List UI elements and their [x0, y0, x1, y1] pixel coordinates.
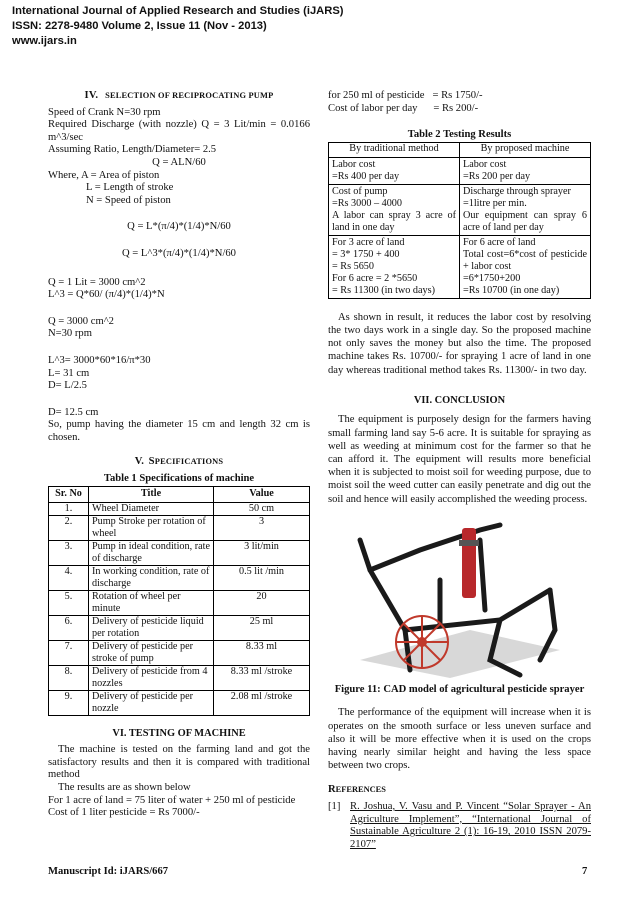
- cell-line: =Rs 10700 (in one day): [463, 284, 560, 296]
- sec6-results-intro: The results are as shown below: [58, 782, 191, 794]
- table-header-row: [49, 486, 310, 502]
- cell-line: Total cost=6*cost of pesticide + labor cost: [463, 248, 587, 272]
- table-row: [49, 640, 310, 665]
- sec6-line: For 1 acre of land = 75 liter of water + 250 ml of pesticide: [48, 794, 296, 806]
- title-cell: Pump Stroke per rotation of wheel: [89, 515, 214, 540]
- sprayer-illustration: [360, 525, 560, 678]
- title-cell: In working condition, rate of discharge: [89, 565, 214, 590]
- table1-body: [49, 502, 310, 715]
- cell-line: Labor cost: [463, 158, 507, 170]
- result-para: As shown in result, it reduces the labor cost by resolving the two days work in a single day. So the proposed machine not only saves the money but also the time. The proposed machine takes Rs. 10700/- for spraying 1 acre of land in one day whereas traditional method takes Rs. 11300/- in two day.: [328, 311, 591, 376]
- title-cell: Delivery of pesticide per nozzle: [89, 690, 214, 715]
- col-traditional: By traditional method: [329, 142, 460, 157]
- title-cell: Delivery of pesticide from 4 nozzles: [89, 665, 214, 690]
- proposed-cell: [460, 235, 591, 298]
- journal-header: [12, 4, 344, 49]
- figure-caption: Figure 11: CAD model of agricultural pesticide sprayer: [334, 683, 585, 695]
- performance-para: The performance of the equipment will increase when it is operates on the smooth surface or less uneven surface and also it will be more effective when it is used on the crops having nearly similar height and having the less space between two crops.: [328, 707, 591, 772]
- sec4-line: Assuming Ratio, Length/Diameter= 2.5: [48, 144, 217, 156]
- reference-text[interactable]: R. Joshua, V. Vasu and P. Vincent “Solar Sprayer - An Agriculture Implement”, “International Journal of Sustainable Agriculture 2 (1): 16-19, 2010 ISSN 2079-2107”: [350, 801, 591, 850]
- sr-no-cell: 2.: [49, 515, 89, 540]
- cell-line: =Rs 400 per day: [332, 170, 400, 182]
- sec4-line: Speed of Crank N=30 rpm: [48, 106, 161, 118]
- table-row: [329, 184, 591, 235]
- calc-line: L^3= 3000*60*16/π*30: [48, 354, 151, 366]
- value-cell: 0.5 lit /min: [214, 565, 310, 590]
- table-row: [49, 565, 310, 590]
- title-cell: Pump in ideal condition, rate of discharge: [89, 540, 214, 565]
- section-v-heading: V. SPECIFICATIONS: [134, 456, 224, 468]
- conclusion-para: The equipment is purposely design for the farmers having small farming land say 5-6 acre. It is suitable for spraying as well as weeding at minimum cost for the farmer so that he can afford it. The equipment will results more beneficial when it is subjected to moist soil for weeding purpose, due to moist soil the weed cutter can easily penetrate and dig out the soil and hence will easily accomplished the weeding process.: [328, 414, 591, 505]
- value-cell: 20: [214, 590, 310, 615]
- value-cell: 2.08 ml /stroke: [214, 690, 310, 715]
- ground-plane: [360, 630, 560, 678]
- sr-no-cell: 1.: [49, 502, 89, 515]
- cell-line: For 6 acre of land: [463, 236, 536, 248]
- equation: Q = L^3*(π/4)*(1/4)*N/60: [122, 247, 236, 259]
- cell-line: =1litre per min.: [463, 197, 527, 209]
- cad-sprayer-figure: [350, 510, 570, 680]
- where-line: N = Speed of piston: [86, 194, 171, 206]
- calc-line: Q = 1 Lit = 3000 cm^2: [48, 276, 146, 288]
- equation: Q = L*(π/4)*(1/4)*N/60: [127, 221, 231, 233]
- traditional-cell: [329, 235, 460, 298]
- sr-no-cell: 6.: [49, 615, 89, 640]
- col-sr-no: Sr. No: [49, 486, 89, 502]
- value-cell: 50 cm: [214, 502, 310, 515]
- table1-caption: Table 1 Specifications of machine: [103, 473, 255, 485]
- journal-title: International Journal of Applied Research and Studies (iJARS): [12, 5, 344, 17]
- cell-line: =6*1750+200: [463, 272, 521, 284]
- right-column: [328, 90, 591, 851]
- value-cell: 8.33 ml: [214, 640, 310, 665]
- cell-line: =Rs 3000 – 4000: [332, 197, 402, 209]
- title-cell: Delivery of pesticide liquid per rotation: [89, 615, 214, 640]
- journal-url[interactable]: www.ijars.in: [12, 35, 77, 47]
- page-number: 7: [582, 866, 588, 877]
- table2-body: [329, 157, 591, 298]
- cell-line: =Rs 200 per day: [463, 170, 531, 182]
- reference-item: [328, 801, 591, 851]
- value-cell: 8.33 ml /stroke: [214, 665, 310, 690]
- calc-line: L= 31 cm: [48, 367, 90, 379]
- traditional-cell: [329, 184, 460, 235]
- where-line: L = Length of stroke: [86, 182, 174, 194]
- table-row: [329, 235, 591, 298]
- sr-no-cell: 5.: [49, 590, 89, 615]
- table-row: [49, 665, 310, 690]
- value-cell: 3 lit/min: [214, 540, 310, 565]
- calc-line: D= 12.5 cm: [48, 406, 99, 418]
- table-row: [49, 615, 310, 640]
- cell-line: = Rs 11300 (in two days): [332, 284, 435, 296]
- cell-line: = Rs 5650: [332, 260, 374, 272]
- sec6-line: Cost of 1 liter pesticide = Rs 7000/-: [48, 807, 200, 819]
- table-row: [49, 515, 310, 540]
- cost-line: for 250 ml of pesticide = Rs 1750/-: [328, 90, 483, 101]
- cell-line: For 3 acre of land: [332, 236, 405, 248]
- proposed-cell: [460, 184, 591, 235]
- value-cell: 25 ml: [214, 615, 310, 640]
- col-proposed: By proposed machine: [460, 142, 591, 157]
- cell-line: Discharge through sprayer: [463, 185, 571, 197]
- sr-no-cell: 8.: [49, 665, 89, 690]
- col-title: Title: [89, 486, 214, 502]
- cell-line: Our equipment can spray 6 acre of land per day: [463, 209, 587, 233]
- cost-line: Cost of labor per day = Rs 200/-: [328, 102, 479, 114]
- left-column: [48, 90, 310, 820]
- calc-line: L^3 = Q*60/ (π/4)*(1/4)*N: [48, 289, 165, 301]
- cell-line: For 6 acre = 2 *5650: [332, 272, 418, 284]
- pesticide-tank: [462, 528, 476, 598]
- references-heading: REFERENCES: [328, 784, 386, 796]
- section-vi-heading: VI. TESTING OF MACHINE: [112, 727, 246, 739]
- cell-line: = 3* 1750 + 400: [332, 248, 400, 260]
- cell-line: Labor cost: [332, 158, 376, 170]
- sec4-line: Required Discharge (with nozzle) Q = 3 Lit/min = 0.0166 m^3/sec: [48, 119, 310, 143]
- sr-no-cell: 3.: [49, 540, 89, 565]
- calc-line: D= L/2.5: [48, 380, 87, 392]
- equation: Q = ALN/60: [152, 156, 206, 168]
- table-row: [49, 502, 310, 515]
- proposed-cell: [460, 157, 591, 184]
- specifications-table: [48, 486, 310, 716]
- wheel: [396, 616, 448, 668]
- calc-line: N=30 rpm: [48, 328, 92, 340]
- sr-no-cell: 4.: [49, 565, 89, 590]
- manuscript-id: Manuscript Id: iJARS/667: [48, 866, 169, 877]
- cell-line: A labor can spray 3 acre of land in one day: [332, 209, 456, 233]
- table2-caption: Table 2 Testing Results: [407, 129, 512, 141]
- traditional-cell: [329, 157, 460, 184]
- table-row: [49, 690, 310, 715]
- sec4-conclusion: So, pump having the diameter 15 cm and length 32 cm is chosen.: [48, 419, 310, 443]
- cell-line: Cost of pump: [332, 185, 388, 197]
- table-row: [329, 157, 591, 184]
- section-iv-heading: IV. SELECTION OF RECIPROCATING PUMP: [84, 90, 274, 101]
- table-row: [49, 590, 310, 615]
- title-cell: Wheel Diameter: [89, 502, 214, 515]
- reference-number: [1]: [328, 801, 341, 813]
- col-value: Value: [214, 486, 310, 502]
- title-cell: Delivery of pesticide per stroke of pump: [89, 640, 214, 665]
- title-cell: Rotation of wheel per minute: [89, 590, 214, 615]
- calc-line: Q = 3000 cm^2: [48, 315, 114, 327]
- tank-clamp: [459, 540, 479, 546]
- sec6-para: The machine is tested on the farming land and got the satisfactory results and then it is compared with traditional method: [48, 744, 310, 781]
- table-header-row: [329, 142, 591, 157]
- table-row: [49, 540, 310, 565]
- section-vii-heading: VII. CONCLUSION: [413, 394, 506, 406]
- sr-no-cell: 7.: [49, 640, 89, 665]
- value-cell: 3: [214, 515, 310, 540]
- where-line: Where, A = Area of piston: [48, 169, 160, 181]
- journal-issn: ISSN: 2278-9480 Volume 2, Issue 11 (Nov - 2013): [12, 20, 267, 32]
- sr-no-cell: 9.: [49, 690, 89, 715]
- testing-results-table: [328, 142, 591, 299]
